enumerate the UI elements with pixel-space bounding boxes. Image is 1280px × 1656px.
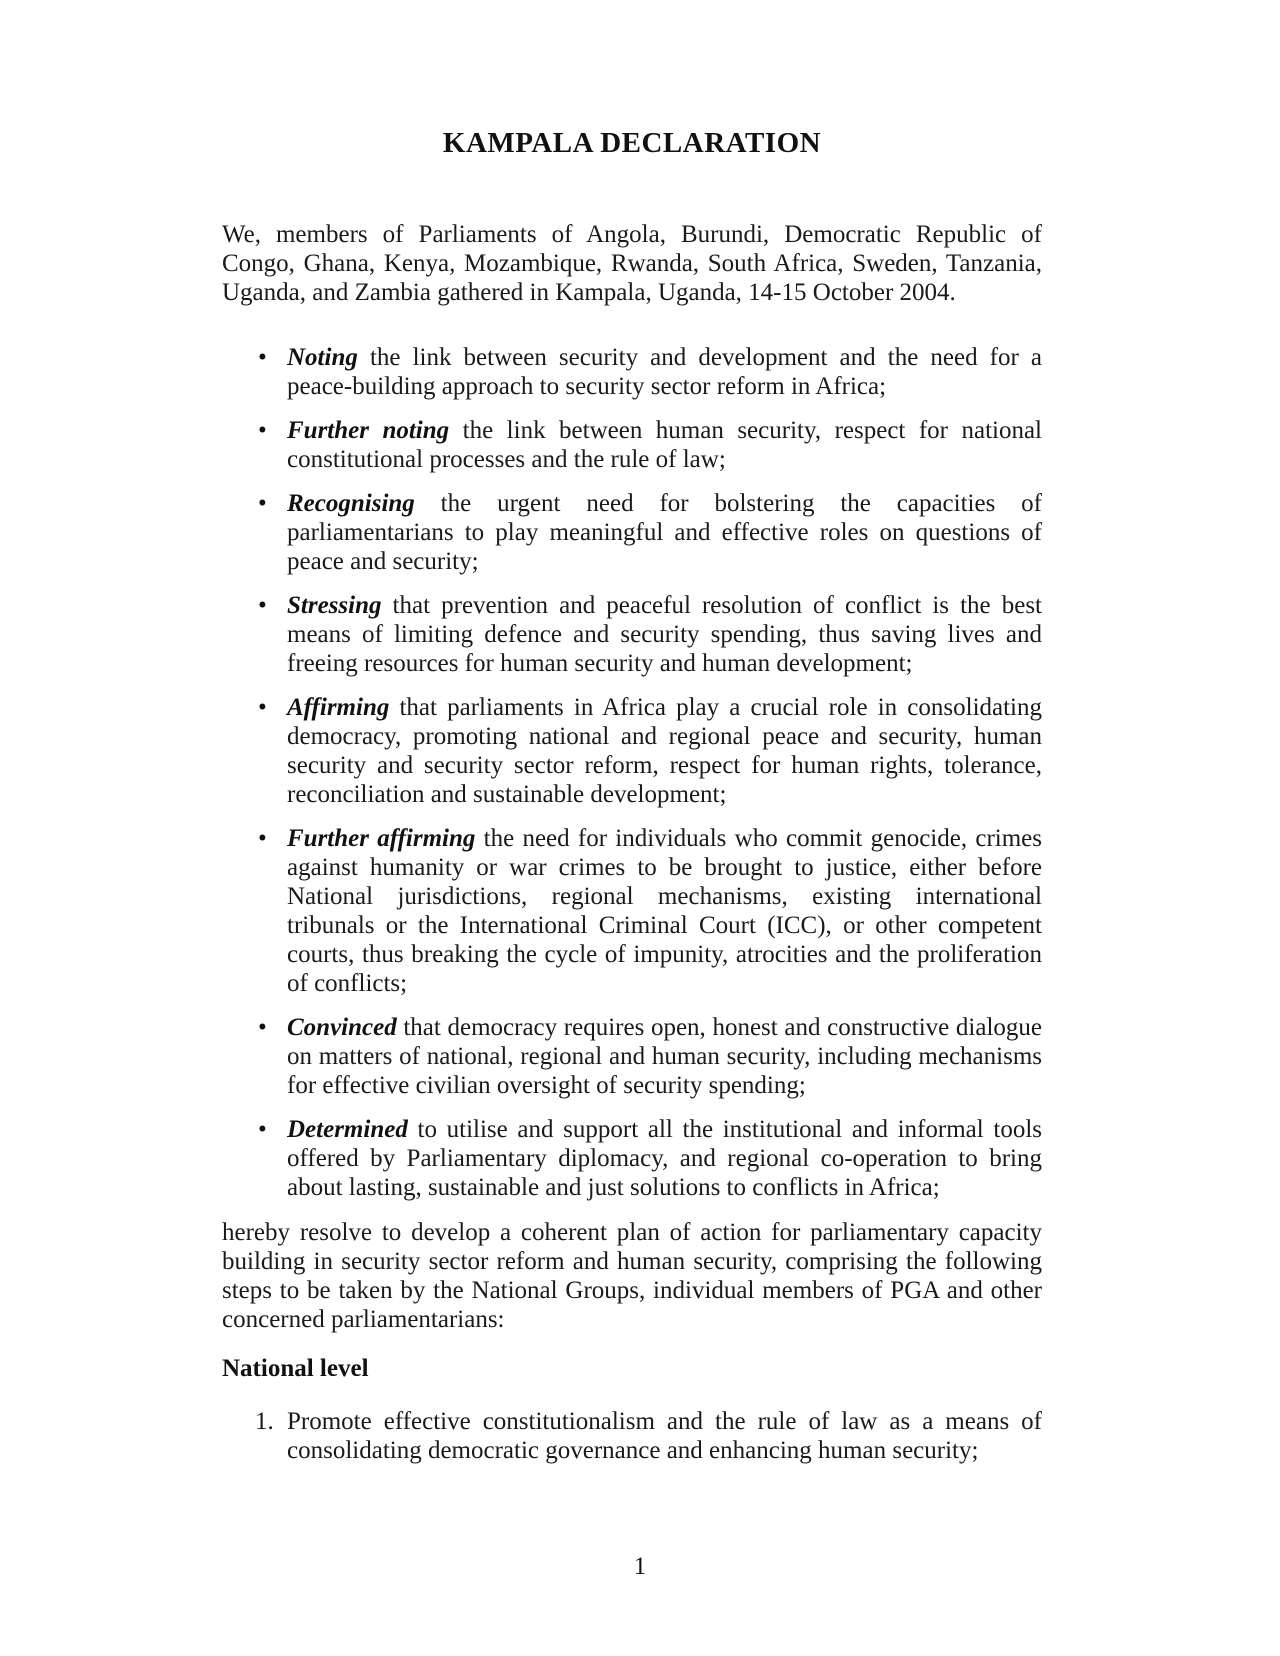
- bullet-lead: Further affirming: [287, 825, 476, 852]
- item-number: 1.: [255, 1408, 274, 1435]
- bullet-text: the link between security and development and the need for a peace-building approach to security sector reform in Africa;: [287, 344, 1042, 400]
- item-text: Promote effective constitutionalism and the rule of law as a means of consolidating democratic governance and enhancing human security;: [287, 1408, 1042, 1464]
- bullet-text: the urgent need for bolstering the capacities of parliamentarians to play meaningful and effective roles on questions of peace and security;: [287, 490, 1042, 575]
- bullet-text: that parliaments in Africa play a crucial role in consolidating democracy, promoting national and regional peace and security, human security and security sector reform, respect for human rights, tolerance, reconciliation and sustainable development;: [287, 694, 1042, 808]
- bullet-lead: Convinced: [287, 1014, 397, 1041]
- bullet-item: [222, 591, 1042, 678]
- bullet-lead: Noting: [287, 344, 358, 371]
- section-heading-national-level: National level: [222, 1355, 369, 1382]
- bullet-lead: Determined: [287, 1116, 408, 1143]
- numbered-item: [222, 1407, 1042, 1465]
- bullet-item: [222, 1013, 1042, 1100]
- bullet-text: to utilise and support all the institutional and informal tools offered by Parliamentary diplomacy, and regional co-operation to bring about lasting, sustainable and just solutions to conflicts in Africa;: [287, 1116, 1042, 1201]
- bullet-lead: Further noting: [287, 417, 450, 444]
- bullet-lead: Recognising: [287, 490, 415, 517]
- bullet-item: [222, 693, 1042, 809]
- intro-paragraph: We, members of Parliaments of Angola, Burundi, Democratic Republic of Congo, Ghana, Kenya, Mozambique, Rwanda, South Africa, Sweden, Tanzania, Uganda, and Zambia gathered in Kampala, Uganda, 14-15 October 2004.: [222, 221, 1042, 306]
- closing-paragraph: hereby resolve to develop a coherent plan of action for parliamentary capacity building in security sector reform and human security, comprising the following steps to be taken by the National Groups, individual members of PGA and other concerned parliamentarians:: [222, 1219, 1042, 1333]
- bullet-lead: Stressing: [287, 592, 382, 619]
- bullet-lead: Affirming: [287, 694, 390, 721]
- bullet-text: the link between human security, respect for national constitutional processes and the rule of law;: [287, 417, 1043, 473]
- bullet-list: [222, 343, 1042, 1202]
- bullet-item: [222, 824, 1042, 998]
- bullet-text: that prevention and peaceful resolution of conflict is the best means of limiting defence and security spending, thus saving lives and freeing resources for human security and human development;: [287, 592, 1042, 677]
- bullet-text: the need for individuals who commit genocide, crimes against humanity or war crimes to be brought to justice, either before National jurisdictions, regional mechanisms, existing international tribunals or the International Criminal Court (ICC), or other competent courts, thus breaking the cycle of impunity, atrocities and the proliferation of conflicts;: [287, 825, 1042, 997]
- bullet-item: [222, 1115, 1042, 1202]
- document-title: KAMPALA DECLARATION: [442, 127, 822, 159]
- bullet-item: [222, 416, 1042, 474]
- page-number: 1: [633, 1553, 647, 1580]
- numbered-list: [222, 1407, 1042, 1465]
- bullet-item: [222, 343, 1042, 401]
- bullet-text: that democracy requires open, honest and constructive dialogue on matters of national, regional and human security, including mechanisms for effective civilian oversight of security spending;: [287, 1014, 1042, 1099]
- bullet-item: [222, 489, 1042, 576]
